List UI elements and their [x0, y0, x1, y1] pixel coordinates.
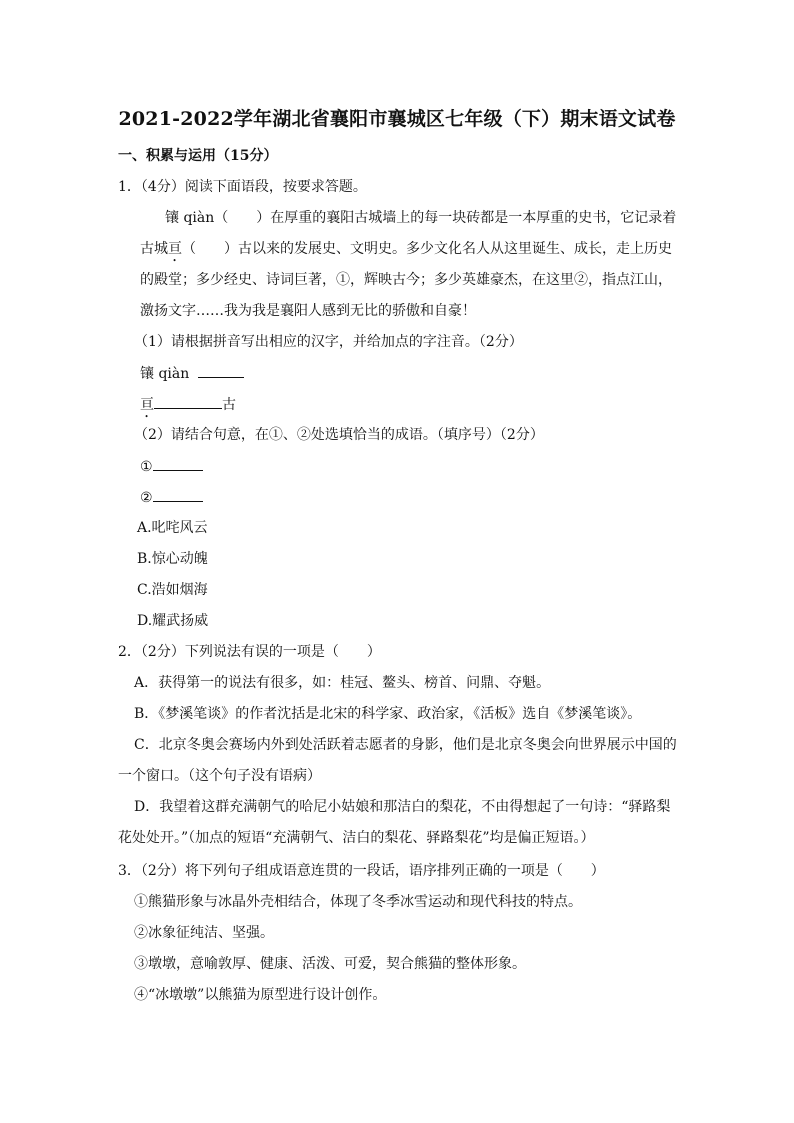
option-d: D.耀武扬威 — [137, 613, 209, 629]
q3-sentence-3: ③墩墩，意喻敦厚、健康、活泼、可爱，契合熊猫的整体形象。 — [134, 956, 526, 972]
question-2-stem: 2．（2分）下列说法有误的一项是（ ） — [118, 644, 381, 660]
passage-line-1: 镶 qiàn（ ）在厚重的襄阳古城墙上的每一块砖都是一本厚重的史书，它记录着 — [165, 210, 677, 226]
answer-line[interactable] — [153, 456, 203, 471]
answer-line[interactable] — [198, 363, 244, 378]
page-title: 2021-2022学年湖北省襄阳市襄城区七年级（下）期末语文试卷 — [118, 108, 676, 130]
sub-question-1: （1）请根据拼音写出相应的汉字，并给加点的字注音。（2分） — [134, 334, 523, 350]
question-1-stem: 1．（4分）阅读下面语段，按要求答题。 — [118, 179, 367, 195]
answer-blank-qian: 镶 qiàn — [140, 363, 244, 384]
option-b: B.惊心动魄 — [137, 551, 208, 567]
q2-option-c-line-1: C．北京冬奥会赛场内外到处活跃着志愿者的身影，他们是北京冬奥会向世界展示中国的 — [134, 737, 677, 753]
q2-option-a: A．获得第一的说法有很多，如：桂冠、鳌头、榜首、问鼎、夺魁。 — [134, 675, 551, 691]
passage-line-2: 古城亘（ ）古以来的发展史、文明史。多少文化名人从这里诞生、成长，走上历史 — [140, 241, 672, 257]
passage-line-3: 的殿堂；多少经史、诗词巨著，①，辉映古今；多少英雄豪杰，在这里②，指点江山， — [140, 272, 672, 288]
q3-sentence-1: ①熊猫形象与冰晶外壳相结合，体现了冬季冰雪运动和现代科技的特点。 — [134, 894, 582, 910]
answer-line[interactable] — [153, 487, 203, 502]
q2-option-d-line-1: D．我望着这群充满朝气的哈尼小姑娘和那洁白的梨花，不由得想起了一句诗：“驿路梨 — [134, 799, 671, 815]
question-3-stem: 3．（2分）将下列句子组成语意连贯的一段话，语序排列正确的一项是（ ） — [118, 863, 605, 879]
answer-blank-1: ① — [140, 456, 203, 477]
q3-sentence-4: ④“冰墩墩”以熊猫为原型进行设计创作。 — [134, 987, 387, 1003]
option-c: C.浩如烟海 — [137, 582, 208, 598]
answer-blank-gen: 亘 古 — [140, 394, 236, 421]
dotted-char: 亘 — [168, 241, 182, 257]
q2-option-c-line-2: 一个窗口。（这个句子没有语病） — [118, 768, 321, 784]
sub-question-2: （2）请结合句意，在①、②处选填恰当的成语。（填序号）（2分） — [134, 427, 544, 443]
answer-line[interactable] — [154, 394, 222, 409]
q2-option-b: B．《梦溪笔谈》的作者沈括是北宋的科学家、政治家，《活板》选自《梦溪笔谈》。 — [134, 706, 642, 722]
answer-blank-2: ② — [140, 487, 203, 508]
section-heading: 一、积累与运用（15分） — [118, 148, 278, 164]
q2-option-d-line-2: 花处处开。”（加点的短语“充满朝气、洁白的梨花、驿路梨花”均是偏正短语。） — [118, 830, 595, 846]
q3-sentence-2: ②冰象征纯洁、坚强。 — [134, 925, 274, 941]
option-a: A.叱咤风云 — [137, 520, 208, 536]
passage-line-4: 激扬文字……我为我是襄阳人感到无比的骄傲和自豪！ — [140, 303, 476, 319]
